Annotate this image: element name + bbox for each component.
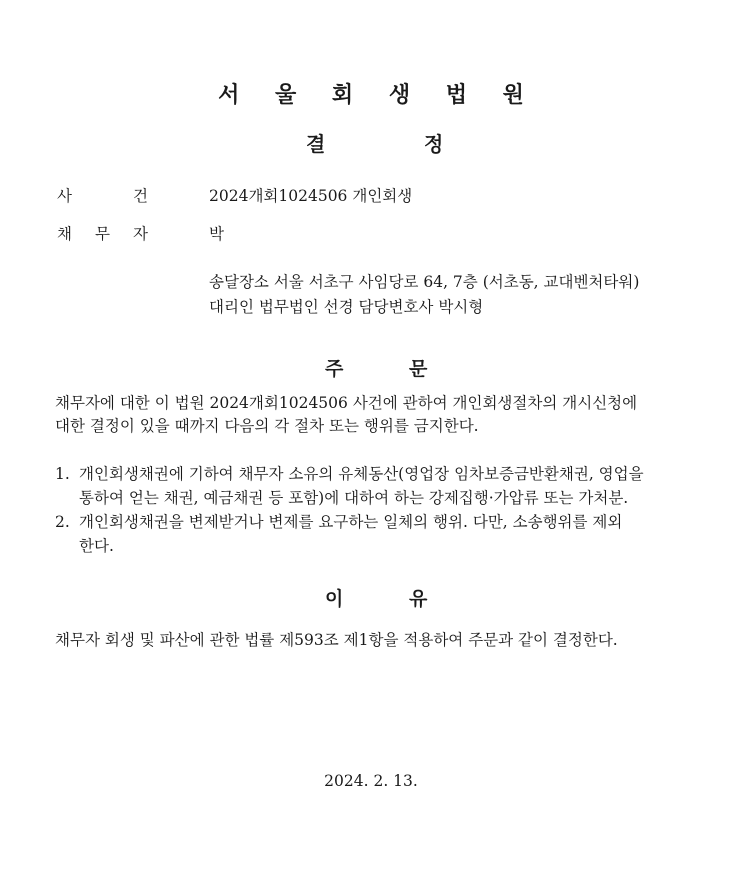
debtor-label-char-3: 자	[133, 225, 148, 243]
case-value: 2024개회1024506 개인회생	[209, 187, 413, 205]
debtor-label-char-2: 무	[95, 225, 110, 243]
order-intro-line-1: 채무자에 대한 이 법원 2024개회1024506 사건에 관하여 개인회생절차의 개시신청에	[55, 394, 638, 412]
order-item-2-line-2: 한다.	[79, 537, 114, 555]
court-name: 서 울 회 생 법 원	[218, 83, 538, 108]
order-item-1-line-2: 통하여 얻는 채권, 예금채권 등 포함)에 대하여 하는 강제집행·가압류 또는 가처분.	[79, 489, 629, 507]
order-heading-char-2: 문	[409, 358, 428, 380]
debtor-label-char-1: 채	[57, 225, 72, 243]
order-item-2-line-1: 개인회생채권을 변제받거나 변제를 요구하는 일체의 행위. 다만, 소송행위를 제외	[79, 513, 623, 531]
order-intro-line-2: 대한 결정이 있을 때까지 다음의 각 절차 또는 행위를 금지한다.	[55, 417, 479, 435]
order-heading-char-1: 주	[325, 358, 344, 380]
decision-date: 2024. 2. 13.	[324, 772, 418, 790]
case-label-char-2: 건	[133, 187, 148, 205]
reason-heading-char-1: 이	[325, 588, 344, 610]
order-heading	[0, 354, 742, 384]
order-item-2-number: 2.	[55, 513, 70, 531]
reason-heading	[0, 584, 742, 614]
debtor-value: 박	[209, 225, 224, 243]
case-label-char-1: 사	[57, 187, 72, 205]
reason-text: 채무자 회생 및 파산에 관한 법률 제593조 제1항을 적용하여 주문과 같이 결정한다.	[55, 631, 618, 649]
order-item-1-line-1: 개인회생채권에 기하여 채무자 소유의 유체동산(영업장 임차보증금반환채권, 영업을	[79, 465, 644, 483]
agent-line: 대리인 법무법인 선경 담당변호사 박시형	[209, 298, 484, 316]
service-address: 송달장소 서울 서초구 사임당로 64, 7층 (서초동, 교대벤처타워)	[209, 273, 640, 291]
document-type-char-2: 정	[424, 132, 444, 156]
reason-heading-char-2: 유	[409, 588, 428, 610]
order-item-1-number: 1.	[55, 465, 70, 483]
document-type-char-1: 결	[306, 132, 326, 156]
